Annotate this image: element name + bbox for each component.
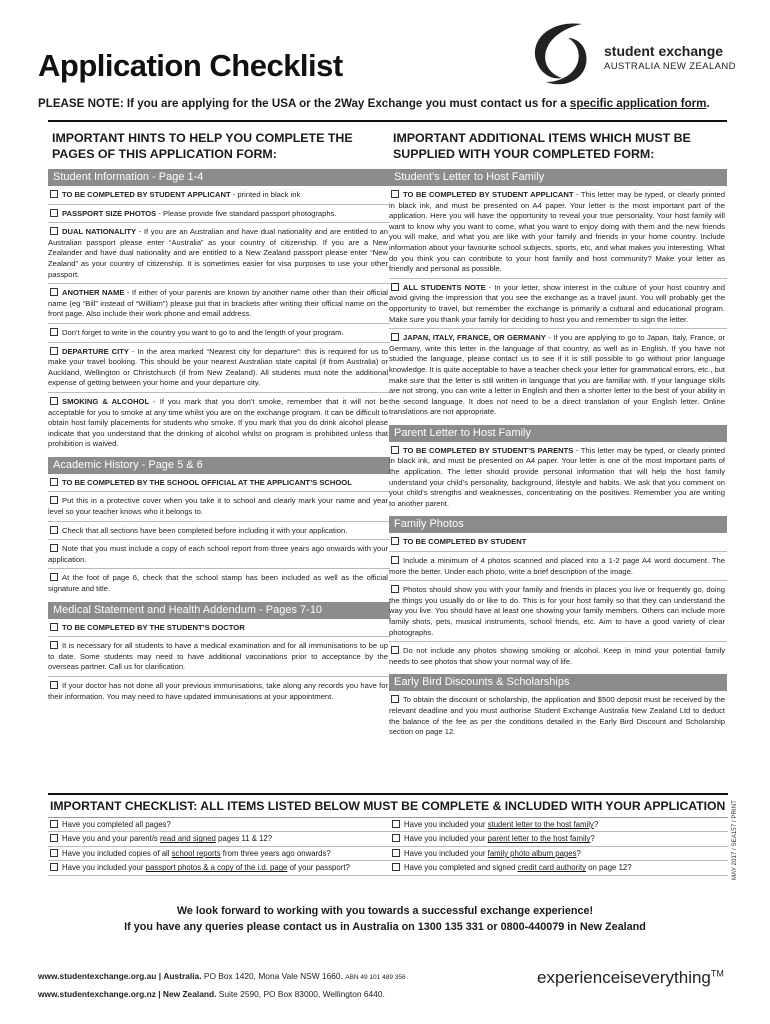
left-section xyxy=(48,457,390,598)
hint-bold: DEPARTURE CITY xyxy=(62,346,129,356)
checkbox[interactable] xyxy=(391,446,399,454)
checkbox[interactable] xyxy=(392,849,400,857)
checklist-item-u: read and signed xyxy=(159,834,216,844)
checklist-item-post: ? xyxy=(590,834,595,844)
hint-text: Check that all sections have been completed before including it with your application. xyxy=(62,525,348,535)
hint-text: - This letter may be typed, or clearly printed in black ink, and must be presented on A4 paper. Your letter is the most important part of the application. Here you will have the opportunity to reveal your true personality. Your host family will want to know why you want to come, what you want to enjoy doing with them and the new friends you will make, and what you are like with your family and friends in your home country. Include information about your favourite school subjects, sports, etc, and what makes you interesting. What do you think you can contribute to your host family and host community? Make your letter as friendly and personal as possible. xyxy=(389,190,725,274)
hint-bold: TO BE COMPLETED BY STUDENT APPLICANT xyxy=(403,190,574,199)
checklist-item-post: from three years ago onwards? xyxy=(220,848,331,858)
checklist-hint-item xyxy=(389,585,727,642)
tagline-part-2: is xyxy=(620,968,633,987)
hint-text: - If you are an Australian and have dual nationality and are entitled to an Australian passport please enter “Australia” as your country of citizenship. If you are a New Zealander and have dual nationality and are entitled to a New Zealand passport please enter “New Zealand” as your country of citizenship. It is sometimes easier for visa purposes to use your other passport. xyxy=(48,227,388,279)
checklist-hint-item xyxy=(389,556,727,581)
footer-contacts xyxy=(38,968,406,1002)
checkbox[interactable] xyxy=(391,585,399,593)
hint-text: Do not include any photos showing smoking or alcohol. Keep in mind your potential family needs to see photos that show your normal way of life. xyxy=(389,646,725,666)
checklist-item xyxy=(48,832,390,846)
checklist-item-pre: Have you included your xyxy=(62,863,146,873)
checkbox[interactable] xyxy=(50,190,58,198)
checkbox[interactable] xyxy=(391,283,399,291)
hint-text: Photos should show you with your family and friends in places you live or frequently go, doing the things you usually do or like to do. This is for your host family so that they can understand the way you live. You should have at least one showing your family members. Others can include more family shots, pets, musical instruments, school friends, etc. Aim to have a good variety of clear photographs. xyxy=(389,585,725,637)
checklist-item-post: of your passport? xyxy=(287,863,350,873)
checklist-item-pre: Have you included your xyxy=(404,834,488,844)
checklist-hint-item xyxy=(48,496,390,521)
checklist-hint-item xyxy=(389,283,727,329)
hint-text: Don’t forget to write in the country you want to go to and the length of your program. xyxy=(62,327,344,337)
swoosh-logo-icon xyxy=(522,16,602,96)
checklist-item-pre: Have you completed all pages? xyxy=(62,820,171,829)
checkbox[interactable] xyxy=(392,820,400,828)
checkbox[interactable] xyxy=(391,646,399,654)
left-section xyxy=(48,602,390,706)
au-url-link[interactable]: www.studentexchange.org.au xyxy=(38,971,157,981)
checkbox[interactable] xyxy=(392,834,400,842)
checklist-hint-item xyxy=(389,190,727,279)
checkbox[interactable] xyxy=(50,623,58,631)
checklist-item xyxy=(390,847,728,861)
logo-subtitle: AUSTRALIA NEW ZEALAND xyxy=(604,61,736,72)
checkbox[interactable] xyxy=(50,478,58,486)
nz-address: Suite 2590, PO Box 83000, Wellington 6440. xyxy=(216,989,385,999)
checklist-hint-item xyxy=(48,681,390,705)
checkbox[interactable] xyxy=(50,573,58,581)
checklist-title: IMPORTANT CHECKLIST: ALL ITEMS LISTED BELOW MUST BE COMPLETE & INCLUDED WITH YOUR APPLICATION xyxy=(48,795,728,818)
checkbox[interactable] xyxy=(50,397,58,405)
checkbox[interactable] xyxy=(391,537,399,545)
hint-text: - This letter may be typed, or clearly printed in black ink, and must be presented on A4 paper. Your letter is one of the most important parts of the application. The letter should provide personal information that will help the host family understand your child’s personality, background, lifestyle and habits. We ask that you comment on your child’s strengths and weaknesses, concentrating on the positives. Remember you are writing to another parent. xyxy=(389,445,725,508)
checklist-item-u: credit card authority xyxy=(517,863,587,873)
checklist-item xyxy=(48,818,390,832)
hints-column xyxy=(48,120,390,709)
checkbox[interactable] xyxy=(50,849,58,857)
checkbox[interactable] xyxy=(50,834,58,842)
checklist-item-pre: Have you included your xyxy=(404,848,488,858)
additional-items-heading: IMPORTANT ADDITIONAL ITEMS WHICH MUST BE SUPPLIED WITH YOUR COMPLETED FORM: xyxy=(393,131,691,161)
footer-au: www.studentexchange.org.au | Australia. PO Box 1420, Mona Vale NSW 1660. ABN 49 101 489 356 xyxy=(38,971,406,981)
closing-line-2: If you have any queries please contact us in Australia on 1300 135 331 or 0800-440079 in New Zealand xyxy=(124,921,646,933)
checklist-item-pre: Have you completed and signed xyxy=(404,863,518,873)
hint-text: Put this in a protective cover when you take it to school and clearly mark your name and year level so your teacher knows who it belongs to. xyxy=(48,496,388,517)
checklist-item-pre: Have you included copies of all xyxy=(62,848,172,858)
checkbox[interactable] xyxy=(50,209,58,217)
section-title: Medical Statement and Health Addendum - Pages 7-10 xyxy=(48,602,390,619)
au-address: PO Box 1420, Mona Vale NSW 1660. xyxy=(201,971,346,981)
checklist-hint-item xyxy=(48,397,390,453)
checklist-item-u: passport photos & a copy of the i.d. page xyxy=(145,863,288,873)
section-title: Student Information - Page 1-4 xyxy=(48,169,390,186)
hint-bold: TO BE COMPLETED BY STUDENT APPLICANT xyxy=(62,190,231,199)
logo-name: student exchange xyxy=(604,43,724,59)
checklist-item-u: parent letter to the host family xyxy=(487,834,591,844)
note-text: PLEASE NOTE: If you are applying for the USA or the 2Way Exchange you must contact us for a xyxy=(38,97,570,110)
tagline-part-3: everything xyxy=(632,968,711,987)
checklist-item xyxy=(390,818,728,832)
checkbox[interactable] xyxy=(391,190,399,198)
tagline xyxy=(537,968,724,988)
hint-text: To obtain the discount or scholarship, the application and $500 deposit must be received by the relevant deadline and you must authorise Student Exchange Australia New Zealand Ltd to deduct the balance of the fee as per the conditions detailed in the Early Bird Discount and Scholarship section on page 12. xyxy=(389,695,725,737)
checklist-hint-item xyxy=(48,478,390,493)
important-checklist xyxy=(48,793,728,876)
checklist-item-post: on page 12? xyxy=(586,863,632,873)
section-title: Student’s Letter to Host Family xyxy=(389,169,727,186)
section-title: Family Photos xyxy=(389,516,727,533)
checkbox[interactable] xyxy=(391,556,399,564)
section-title: Academic History - Page 5 & 6 xyxy=(48,457,390,474)
hint-bold: PASSPORT SIZE PHOTOS xyxy=(62,208,157,218)
checkbox[interactable] xyxy=(50,641,58,649)
checkbox[interactable] xyxy=(50,347,58,355)
right-section xyxy=(389,674,727,740)
section-title: Parent Letter to Host Family xyxy=(389,425,727,442)
checkbox[interactable] xyxy=(391,695,399,703)
checkbox[interactable] xyxy=(391,333,399,341)
checklist-hint-item xyxy=(48,209,390,224)
brand-logo xyxy=(522,16,736,96)
hint-text: Note that you must include a copy of each school report from three years ago onwards with your application. xyxy=(48,544,388,564)
checklist-hint-item xyxy=(389,446,727,513)
hint-text: - In the area marked “Nearest city for departure”: this is required for us to make your travel booking. This should be your nearest Australian state capital (if from Australia) or Auckland, Wellington or Christchurch (if from New Zealand). All students must note the additional expense of getting between your home and your departure city. xyxy=(48,346,388,388)
checkbox[interactable] xyxy=(50,681,58,689)
checklist-hint-item xyxy=(48,641,390,677)
right-section xyxy=(389,425,727,513)
checkbox[interactable] xyxy=(50,820,58,828)
hint-bold: TO BE COMPLETED BY STUDENT xyxy=(403,537,527,547)
checklist-hint-item xyxy=(48,347,390,393)
hint-bold: TO BE COMPLETED BY THE SCHOOL OFFICIAL AT THE APPLICANT’S SCHOOL xyxy=(62,477,352,487)
checkbox[interactable] xyxy=(50,544,58,552)
note-end: . xyxy=(706,97,710,110)
hint-text: - In your letter, show interest in the culture of your host country and avoid giving the impression that you see the exchange as a travel jaunt. You will probably get the opportunity to travel, but remember the exchange is primarily a cultural and educational program. Make sure you thank your family for deciding to host you and remember to sign the letter. xyxy=(389,282,725,324)
checklist-hint-item xyxy=(389,537,727,552)
closing-message xyxy=(0,903,770,935)
checklist-hint-item xyxy=(48,288,390,324)
checkbox[interactable] xyxy=(50,288,58,296)
specific-application-form-link[interactable]: specific application form xyxy=(569,97,707,110)
page-title: Application Checklist xyxy=(38,48,343,83)
hint-text: - If you mark that you don’t smoke, remember that it will not be acceptable for you to smoke at any time whilst you are on the exchange program. It can be difficult to obtain host family placements for students who smoke. If you mark that you do drink alcohol please indicate that you understand that the drinking of alcohol whilst on program is prohibited unless that prohibition is waived. xyxy=(48,396,388,449)
au-label: Australia. xyxy=(163,971,202,981)
checklist-item-post: ? xyxy=(593,820,599,829)
hint-text: - printed in black ink xyxy=(230,190,301,199)
hint-text: It is necessary for all students to have a medical examination and for all immunisations to be up to date. Some students may need to have additional vaccinations prior to acceptance by the overseas partner. Call us for clarification. xyxy=(48,641,388,672)
checklist-item xyxy=(48,847,390,861)
checklist-item-pre: Have you included your xyxy=(404,820,488,829)
footer-nz: www.studentexchange.org.nz | New Zealand. Suite 2590, PO Box 83000, Wellington 6440. xyxy=(38,989,385,999)
usa-note xyxy=(38,97,710,110)
checklist-hint-item xyxy=(48,573,390,597)
checkbox[interactable] xyxy=(392,863,400,871)
hint-text: - Please provide five standard passport photographs. xyxy=(156,208,337,218)
checkbox[interactable] xyxy=(50,863,58,871)
checklist-hint-item xyxy=(389,333,727,421)
additional-items-column xyxy=(389,120,727,745)
nz-url-link[interactable]: www.studentexchange.org.nz xyxy=(38,989,156,999)
hint-text: - If you are applying to go to Japan, Italy, France, or Germany, write this letter in the language of that country, as well as in English. If you have not studied the language, please contact us to see if it is still possible to go without prior language knowledge. It is quite acceptable to have a teacher check your letter for grammatical errors, etc., but make sure that the letter is still written in language that you are familiar with. If your language skills are not strong, you can write a letter in English and then a shorter letter to the best of your ability in the second language. It does not need to be a direct translation of your English letter. Online translations are not appropriate. xyxy=(389,333,726,417)
checkbox[interactable] xyxy=(50,227,58,235)
checklist-item xyxy=(390,832,728,846)
checkbox[interactable] xyxy=(50,496,58,504)
checklist-item-u: family photo album pages xyxy=(487,848,577,858)
left-section xyxy=(48,169,390,453)
hint-bold: TO BE COMPLETED BY STUDENT’S PARENTS xyxy=(403,445,574,455)
au-abn: ABN 49 101 489 356 xyxy=(345,974,406,981)
trademark: TM xyxy=(710,968,724,979)
checklist-hint-item xyxy=(389,646,727,670)
nz-label: New Zealand. xyxy=(162,989,217,999)
right-section xyxy=(389,516,727,670)
hint-bold: ALL STUDENTS NOTE xyxy=(403,282,486,292)
checkbox[interactable] xyxy=(50,526,58,534)
checklist-hint-item xyxy=(48,623,390,638)
section-title: Early Bird Discounts & Scholarships xyxy=(389,674,727,691)
closing-line-1: We look forward to working with you towards a successful exchange experience! xyxy=(176,905,594,917)
form-code: MAY 2017 / SEA157 / PRINT xyxy=(731,800,738,880)
right-section xyxy=(389,169,727,421)
tagline-part-1: experience xyxy=(537,968,621,987)
hint-bold: TO BE COMPLETED BY THE STUDENT’S DOCTOR xyxy=(62,622,245,632)
checklist-item-post: ? xyxy=(576,848,581,858)
hint-bold: ANOTHER NAME xyxy=(62,288,125,298)
checklist-hint-item xyxy=(48,328,390,343)
hint-bold: SMOKING & ALCOHOL xyxy=(62,396,150,406)
hint-text: If your doctor has not done all your previous immunisations, take along any records you have for their information. You may need to have updated immunisations at your appointment. xyxy=(48,681,388,701)
checkbox[interactable] xyxy=(50,328,58,336)
checklist-item xyxy=(390,861,728,875)
checklist-left-column xyxy=(48,818,390,876)
hint-bold: JAPAN, ITALY, FRANCE, OR GERMANY xyxy=(403,333,546,343)
checklist-hint-item xyxy=(48,190,390,205)
checklist-item-post: pages 11 & 12? xyxy=(215,834,273,844)
checklist-item xyxy=(48,861,390,875)
checklist-item-u: school reports xyxy=(171,848,221,858)
checklist-hint-item xyxy=(48,544,390,569)
checklist-right-column xyxy=(390,818,728,876)
hint-bold: DUAL NATIONALITY xyxy=(62,227,137,237)
checklist-item-u: student letter to the host family xyxy=(487,820,594,829)
hint-text: Include a minimum of 4 photos scanned and placed into a 1-2 page A4 word document. The more the better. Under each photo, write a brief description of the image. xyxy=(389,556,725,576)
checklist-hint-item xyxy=(389,695,727,740)
checklist-hint-item xyxy=(48,227,390,284)
checklist-item-pre: Have you and your parent/s xyxy=(62,834,160,844)
hints-heading: IMPORTANT HINTS TO HELP YOU COMPLETE THE PAGES OF THIS APPLICATION FORM: xyxy=(52,131,353,161)
hint-text: At the foot of page 6, check that the school stamp has been included as well as the official signature and title. xyxy=(48,573,388,594)
checklist-hint-item xyxy=(48,526,390,541)
hint-text: - If either of your parents are known by another name other than their official name (eg “Bill” instead of “William”) please put that in brackets after writing their official name on the front page. Also include their work phone and email address. xyxy=(48,288,388,319)
